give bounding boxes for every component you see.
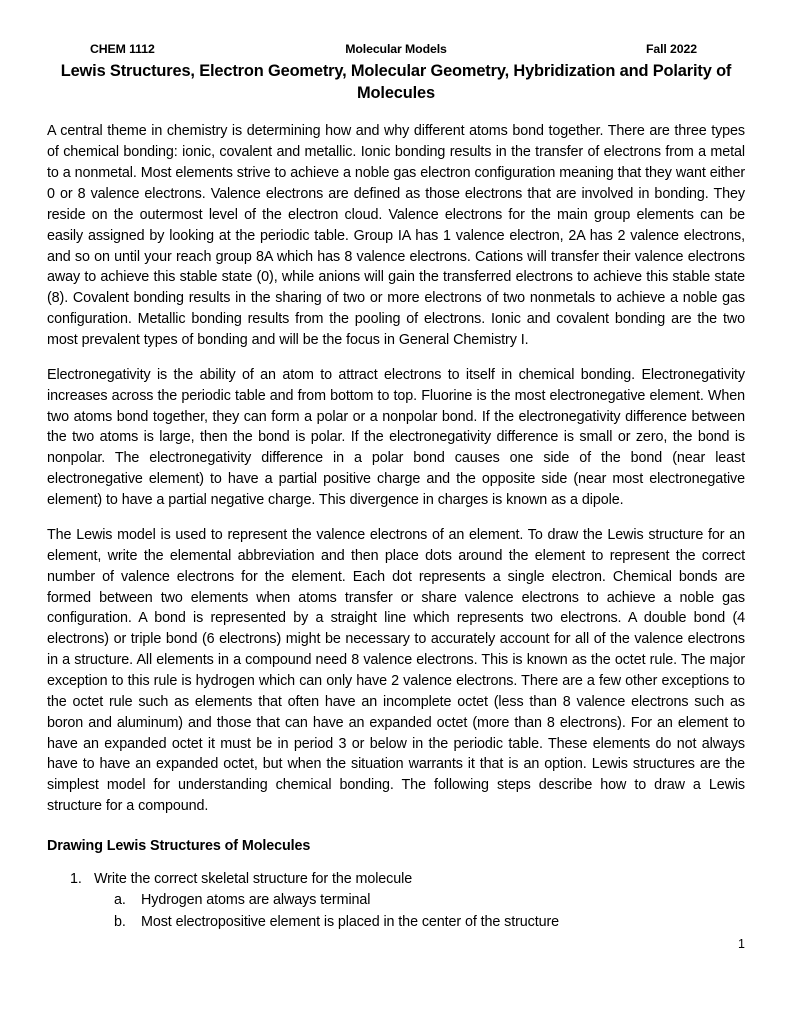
running-head-term: Fall 2022 xyxy=(645,42,697,56)
list-item xyxy=(47,869,745,932)
running-head xyxy=(47,42,745,56)
paragraph-bonding-types: A central theme in chemistry is determining how and why different atoms bond together. There are three types of chemical bonding: ionic, covalent and metallic. Ionic bonding results in the transfer of electrons from a metal to a nonmetal. Most elements strive to achieve a noble gas electron configuration meaning that they want either 0 or 8 valence electrons. Valence electrons are defined as those electrons that are involved in bonding. They reside on the outermost level of the electron cloud. Valence electrons for the main group elements can be easily assigned by looking at the periodic table. Group IA has 1 valence electron, 2A has 2 valence electrons, and so on until your reach group 8A which has 8 valence electrons. Cations will transfer their valence electrons away to achieve this stable state (0), while anions will gain the transferred electrons to achieve this stable state (8). Covalent bonding results in the sharing of two or more electrons of two nonmetals to achieve a noble gas configuration. Metallic bonding results from the pooling of electrons. Ionic and covalent bonding are the two most prevalent types of bonding and will be the focus in General Chemistry I. xyxy=(47,123,745,349)
list-marker: a. xyxy=(114,891,126,908)
page-title-line-2: Polarity of Molecules xyxy=(357,62,732,102)
running-head-row xyxy=(47,42,745,56)
list-marker: b. xyxy=(114,913,126,930)
page-title-line-1: Lewis Structures, Electron Geometry, Molecular Geometry, Hybridization and xyxy=(60,62,649,81)
running-head-course-code: CHEM 1112 xyxy=(90,42,155,56)
list-item-label: Most electropositive element is placed in the center of the structure xyxy=(141,913,560,930)
list-item-label: Hydrogen atoms are always terminal xyxy=(141,891,371,908)
list-item xyxy=(94,912,745,933)
list-marker: 1. xyxy=(70,871,82,888)
list-item-label: Write the correct skeletal structure for the molecule xyxy=(94,871,413,888)
section-heading-drawing-lewis-structures: Drawing Lewis Structures of Molecules xyxy=(47,837,311,854)
paragraph-lewis-model: The Lewis model is used to represent the valence electrons of an element. To draw the Lewis structure for an element, write the elemental abbreviation and then place dots around the element to represent the correct number of valence electrons for the element. Each dot represents a single electron. Chemical bonds are formed between two elements when atoms transfer or share valence electrons to achieve a noble gas configuration. A bond is represented by a straight line which represents two electrons. A double bond (4 electrons) or triple bond (6 electrons) might be necessary to accurately account for all of the valence electrons in a structure. All elements in a compound need 8 valence electrons. This is known as the octet rule. The major exception to this rule is hydrogen which can only have 2 valence electrons. There are a few other exceptions to the octet rule such as elements that often have an incomplete octet (less than 8 valence electrons such as boron and aluminum) and those that can have an expanded octet (more than 8 electrons). For an element to have an expanded octet it must be in period 3 or below in the periodic table. These elements do not always have to have an expanded octet, but when the situation warrants it that is an option. Lewis structures are the simplest model for understanding chemical bonding. The following steps describe how to draw a Lewis structure for a compound. xyxy=(47,526,745,815)
page-title xyxy=(47,61,745,104)
body-content xyxy=(47,121,745,817)
substeps-list xyxy=(94,890,745,933)
page-number: 1 xyxy=(738,936,745,951)
list-item xyxy=(94,890,745,911)
steps-list xyxy=(47,869,745,932)
running-head-topic: Molecular Models xyxy=(345,42,447,56)
paragraph-electronegativity: Electronegativity is the ability of an atom to attract electrons to itself in chemical bonding. Electronegativity increases across the periodic table and from bottom to top. Fluorine is the most electronegative element. When two atoms bond together, they can form a polar or a nonpolar bond. If the electronegativity difference between the two atoms is large, then the bond is polar. If the electronegativity difference is small or zero, the bond is nonpolar. The electronegativity difference in a polar bond causes one side of the bond (near least electronegative element) to have a partial positive charge and the opposite side (near most electronegative element) to have a partial negative charge. This divergence in charges is known as a dipole. xyxy=(47,366,745,509)
